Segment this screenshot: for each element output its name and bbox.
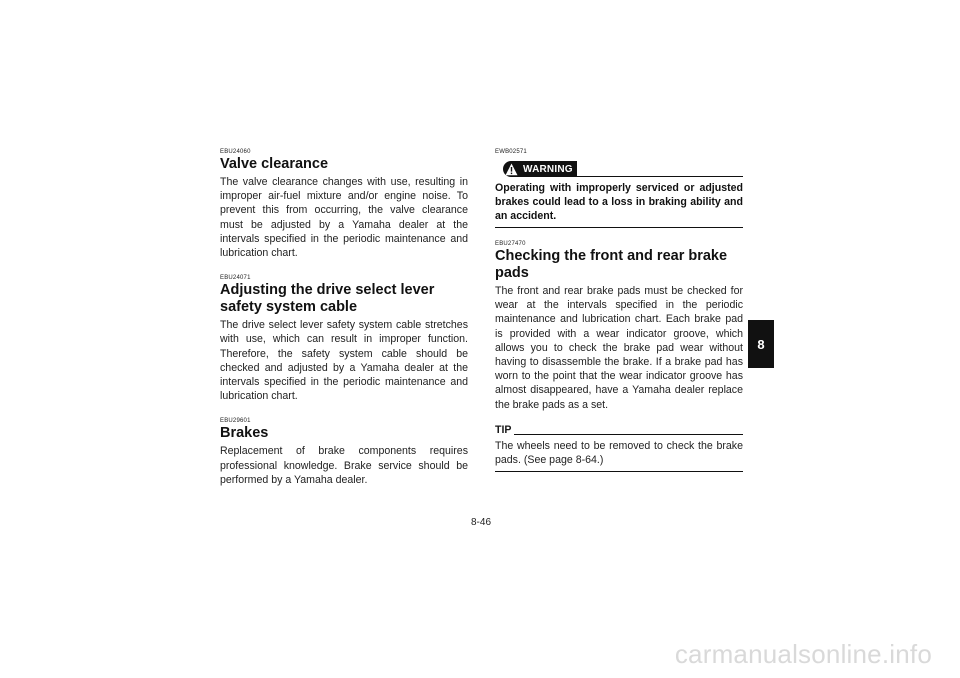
- warning-label: WARNING: [523, 163, 573, 175]
- warning-code: EWB02571: [495, 149, 527, 155]
- section-title-valve-clearance: Valve clearance: [220, 156, 329, 172]
- section-body-drive-select-cable: The drive select lever safety system cable stretches with use, which can result in improper function. Therefore, the safety system cable should be checked and adjusted by a Yamaha dealer at the intervals specified in the periodic maintenance and lubrication chart.: [220, 319, 468, 403]
- left-column: [220, 148, 468, 487]
- tip-bottom-rule: [495, 471, 743, 472]
- warning-badge: [503, 161, 577, 177]
- section-body-brakes: Replacement of brake components requires professional knowledge. Brake service should be performed by a Yamaha dealer.: [220, 445, 468, 486]
- tip-text: The wheels need to be removed to check the brake pads. (See page 8-64.): [495, 439, 743, 466]
- section-body-brake-pads: The front and rear brake pads must be checked for wear at the intervals specified in the periodic maintenance and lubrication chart. Each brake pad is provided with a wear indicator groove, which allows you to check the brake pad wear without having to disassemble the brake. If a brake pad has worn to the point that the wear indicator groove has almost disappeared, have a Yamaha dealer replace the brake pads as a set.: [495, 285, 743, 411]
- watermark: carmanualsonline.info: [674, 639, 932, 669]
- section-title-drive-select-cable: Adjusting the drive select lever safety system cable: [220, 282, 435, 316]
- page-number: 8-46: [470, 517, 491, 528]
- tip-top-rule: [514, 434, 743, 435]
- section-code: EBU24071: [220, 275, 251, 282]
- section-code: EBU24060: [220, 149, 251, 155]
- warning-triangle-icon: [505, 163, 518, 176]
- warning-text: Operating with improperly serviced or adjusted brakes could lead to a loss in braking ability and an accident.: [495, 182, 743, 222]
- section-code: EBU27470: [495, 241, 526, 247]
- section-code: EBU29601: [220, 418, 251, 425]
- right-column: [495, 148, 743, 472]
- chapter-tab: 8: [748, 320, 774, 368]
- section-title-brakes: Brakes: [220, 425, 269, 442]
- warning-top-rule: [577, 176, 743, 177]
- tip-label: TIP: [495, 423, 512, 436]
- section-title-brake-pads: Checking the front and rear brake pads: [495, 248, 728, 281]
- tip-header: [495, 424, 743, 437]
- warning-header: [495, 158, 743, 177]
- section-body-valve-clearance: The valve clearance changes with use, resulting in improper air-fuel mixture and/or engine noise. To prevent this from occurring, the valve clearance must be adjusted by a Yamaha dealer at the intervals specified in the periodic maintenance and lubrication chart.: [220, 176, 468, 260]
